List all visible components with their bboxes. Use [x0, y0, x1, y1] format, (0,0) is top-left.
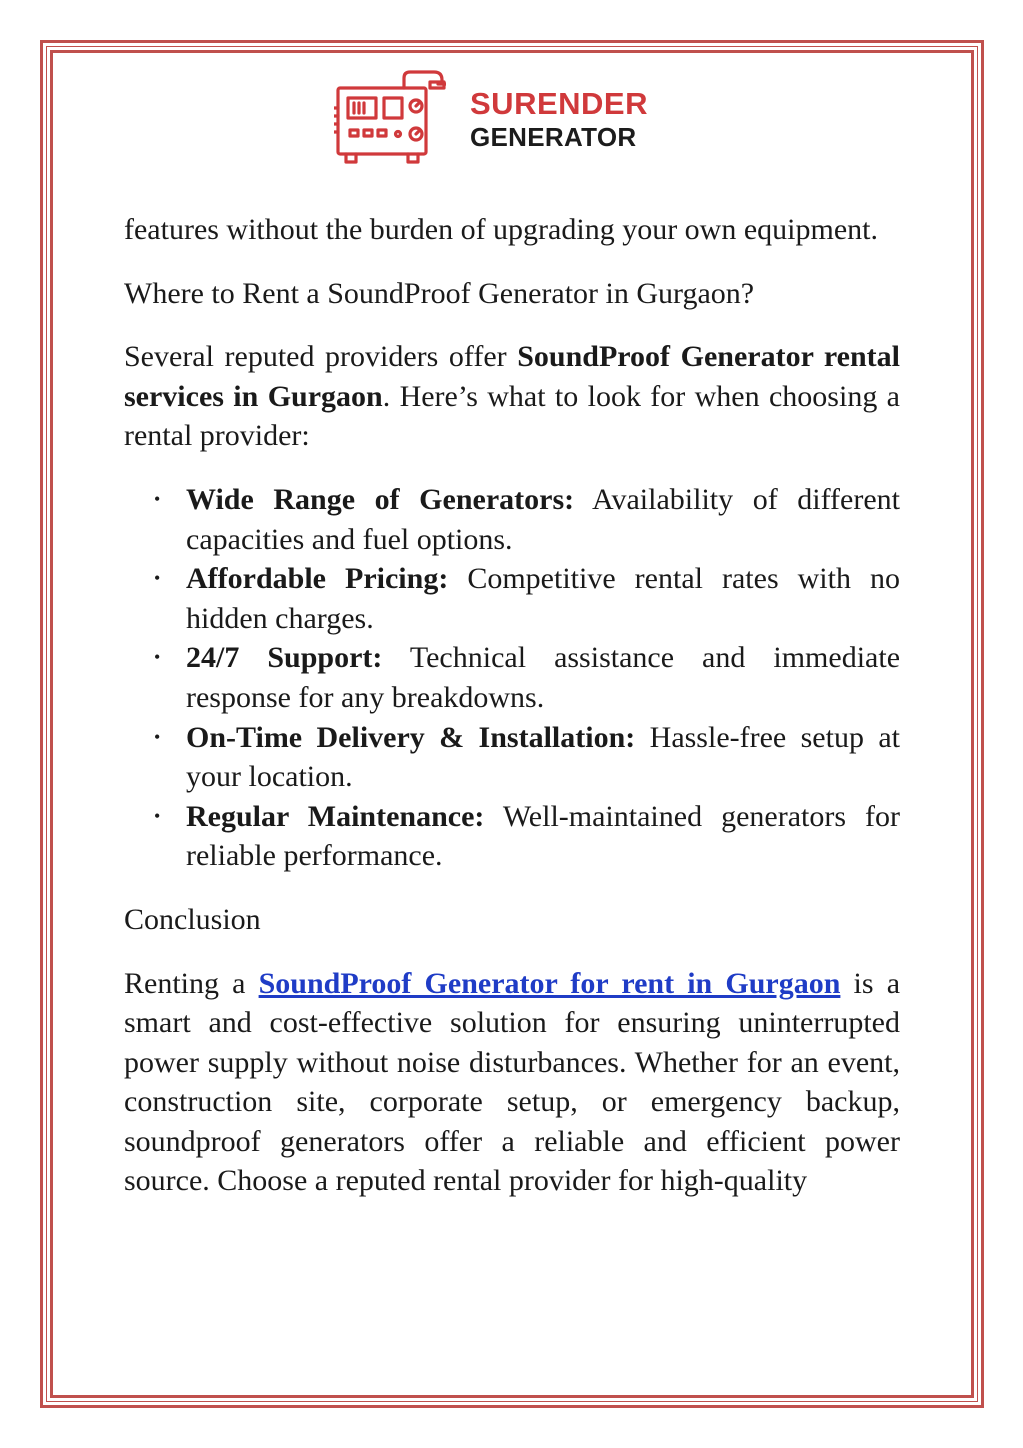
- intro-continuation: features without the burden of upgrading your own equipment.: [124, 213, 878, 246]
- providers-intro-text: Several reputed providers offer: [124, 340, 518, 374]
- feature-text: Hassle-free setup at your location.: [186, 720, 900, 794]
- list-item: [124, 718, 900, 797]
- feature-title: Wide Range of Generators:: [186, 482, 575, 516]
- list-item: [124, 480, 900, 559]
- feature-title: Regular Maintenance:: [186, 799, 485, 833]
- bullet-icon: •: [154, 805, 161, 826]
- feature-text: Availability of different capacities and fuel options.: [186, 482, 900, 556]
- feature-title: 24/7 Support:: [186, 641, 383, 675]
- list-item: [124, 797, 900, 876]
- conclusion-text: is a smart and cost-effective solution for ensuring uninterrupted power supply without noise disturbances. Whether for an event, construction site, corporate setup, or emergency backup, soundproof generators offer a reliable and efficient power source. Choose a reputed rental provider for high-quality: [124, 966, 901, 1198]
- feature-text: Competitive rental rates with no hidden charges.: [186, 562, 901, 635]
- conclusion-paragraph: [124, 964, 900, 1202]
- bullet-icon: •: [154, 647, 161, 668]
- bullet-icon: •: [154, 726, 161, 747]
- rental-link[interactable]: SoundProof Generator for rent in Gurgaon: [258, 966, 841, 1000]
- list-item: [124, 559, 900, 638]
- section-heading: Where to Rent a SoundProof Generator in Gurgaon?: [124, 276, 755, 310]
- bullet-icon: •: [154, 568, 161, 589]
- feature-title: Affordable Pricing:: [186, 562, 449, 596]
- bullet-icon: •: [154, 488, 161, 509]
- conclusion-lead: Renting a: [124, 966, 259, 1000]
- brand-logo: [334, 68, 694, 168]
- brand-name-line2: GENERATOR: [470, 122, 637, 152]
- providers-intro: [124, 337, 900, 456]
- providers-intro-rest: . Here’s what to look for when choosing a rental provider:: [124, 379, 900, 453]
- feature-text: Technical assistance and immediate response for any breakdowns.: [186, 641, 901, 714]
- providers-intro-bold: SoundProof Generator rental services in Gurgaon: [124, 340, 900, 413]
- conclusion-heading: Conclusion: [124, 902, 261, 936]
- feature-title: On-Time Delivery & Installation:: [186, 720, 636, 754]
- brand-name-line1: SURENDER: [470, 86, 648, 121]
- list-item: [124, 638, 900, 717]
- generator-icon: [334, 68, 446, 168]
- feature-text: Well-maintained generators for reliable performance.: [186, 799, 900, 873]
- feature-list: [124, 480, 900, 876]
- article-body: [124, 210, 900, 1201]
